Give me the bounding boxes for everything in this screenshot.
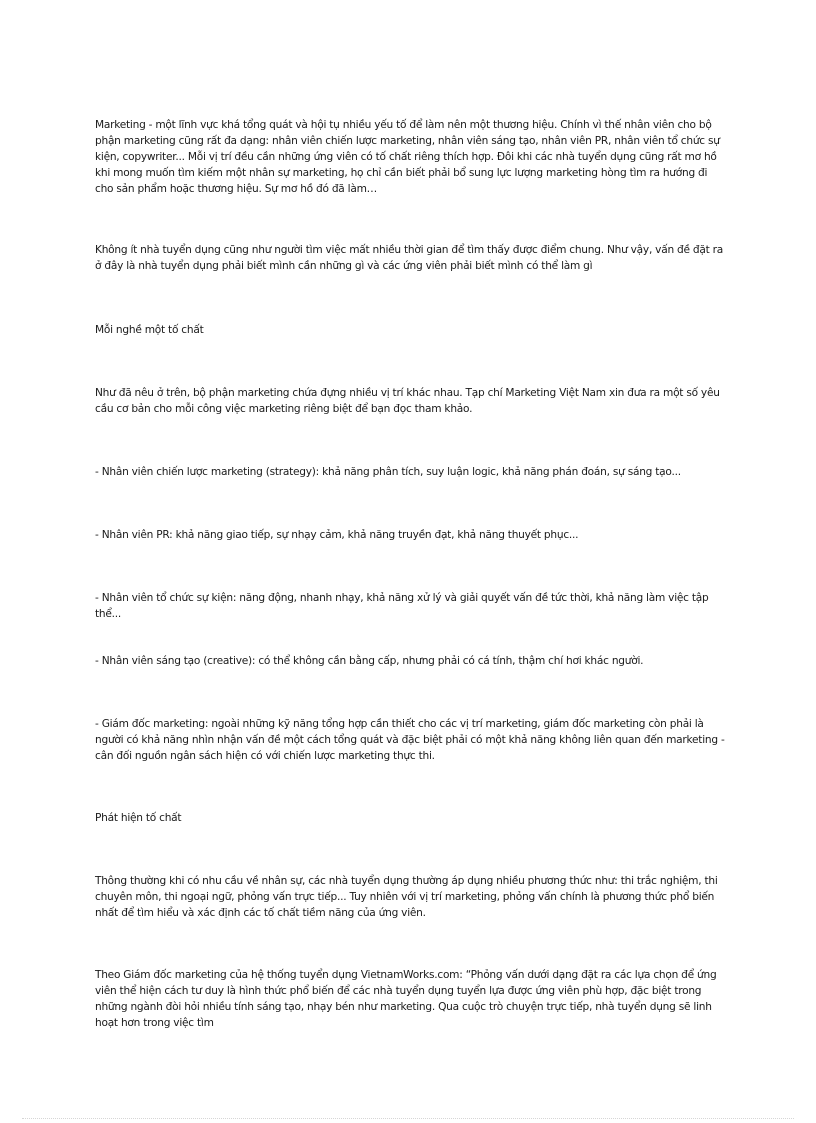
page-bottom-divider [22,1118,794,1119]
list-item-director: - Giám đốc marketing: ngoài những kỹ năng tổng hợp cần thiết cho các vị trí marketing, giám đốc marketing còn phải là người có khả năng nhìn nhận vấn đề một cách tổng quát và đặc biệt phải có một khả năng không liên quan đến marketing - cân đối nguồn ngân sách hiện có với chiến lược marketing thực thi. [95,718,725,762]
paragraph-common-ground: Không ít nhà tuyển dụng cũng như người tìm việc mất nhiều thời gian để tìm thấy được điểm chung. Như vậy, vấn đề đặt ra ở đây là nhà tuyển dụng phải biết mình cần những gì và các ứng viên phải biết mình có thể làm gì [95,244,723,272]
paragraph-recruitment-methods: Thông thường khi có nhu cầu về nhân sự, các nhà tuyển dụng thường áp dụng nhiều phương thức như: thi trắc nghiệm, thi chuyên môn, thi ngoại ngữ, phỏng vấn trực tiếp... Tuy nhiên với vị trí marketing, phỏng vấn chính là phương thức phổ biến nhất để tìm hiểu và xác định các tố chất tiềm năng của ứng viên. [95,875,718,919]
paragraph-positions: Như đã nêu ở trên, bộ phận marketing chứa đựng nhiều vị trí khác nhau. Tạp chí Marketing Việt Nam xin đưa ra một số yêu cầu cơ bản cho mỗi công việc marketing riêng biệt để bạn đọc tham khảo. [95,387,720,415]
list-item-events: - Nhân viên tổ chức sự kiện: năng động, nhanh nhạy, khả năng xử lý và giải quyết vấn đề tức thời, khả năng làm việc tập thể... [95,592,709,620]
list-item-pr: - Nhân viên PR: khả năng giao tiếp, sự nhạy cảm, khả năng truyền đạt, khả năng thuyết phục... [95,529,579,541]
section-heading-discovery: Phát hiện tố chất [95,812,182,824]
paragraph-vietnamworks-quote: Theo Giám đốc marketing của hệ thống tuyển dụng VietnamWorks.com: “Phỏng vấn dưới dạng đặt ra các lựa chọn để ứng viên thể hiện cách tư duy là hình thức phổ biến để các nhà tuyển dụng tuyển lựa được ứng viên phù hợp, đặc biệt trong những ngành đòi hỏi nhiều tính sáng tạo, nhạy bén như marketing. Qua cuộc trò chuyện trực tiếp, nhà tuyển dụng sẽ linh hoạt hơn trong việc tìm [95,969,717,1029]
paragraph-intro: Marketing - một lĩnh vực khá tổng quát và hội tụ nhiều yếu tố để làm nên một thương hiệu. Chính vì thế nhân viên cho bộ phận marketing cũng rất đa dạng: nhân viên chiến lược marketing, nhân viên sáng tạo, nhân viên PR, nhân viên tổ chức sự kiện, copywriter... Mỗi vị trí đều cần những ứng viên có tố chất riêng thích hợp. Đôi khi các nhà tuyển dụng cũng rất mơ hồ khi mong muốn tìm kiếm một nhân sự marketing, họ chỉ cần biết phải bổ sung lực lượng marketing hòng tìm ra hướng đi cho sản phẩm hoặc thương hiệu. Sự mơ hồ đó đã làm… [95,119,720,195]
section-heading-qualities: Mỗi nghề một tố chất [95,324,204,336]
list-item-creative: - Nhân viên sáng tạo (creative): có thể không cần bằng cấp, nhưng phải có cá tính, thậm chí hơi khác người. [95,655,644,667]
list-item-strategy: - Nhân viên chiến lược marketing (strategy): khả năng phân tích, suy luận logic, khả năng phán đoán, sự sáng tạo... [95,466,681,478]
